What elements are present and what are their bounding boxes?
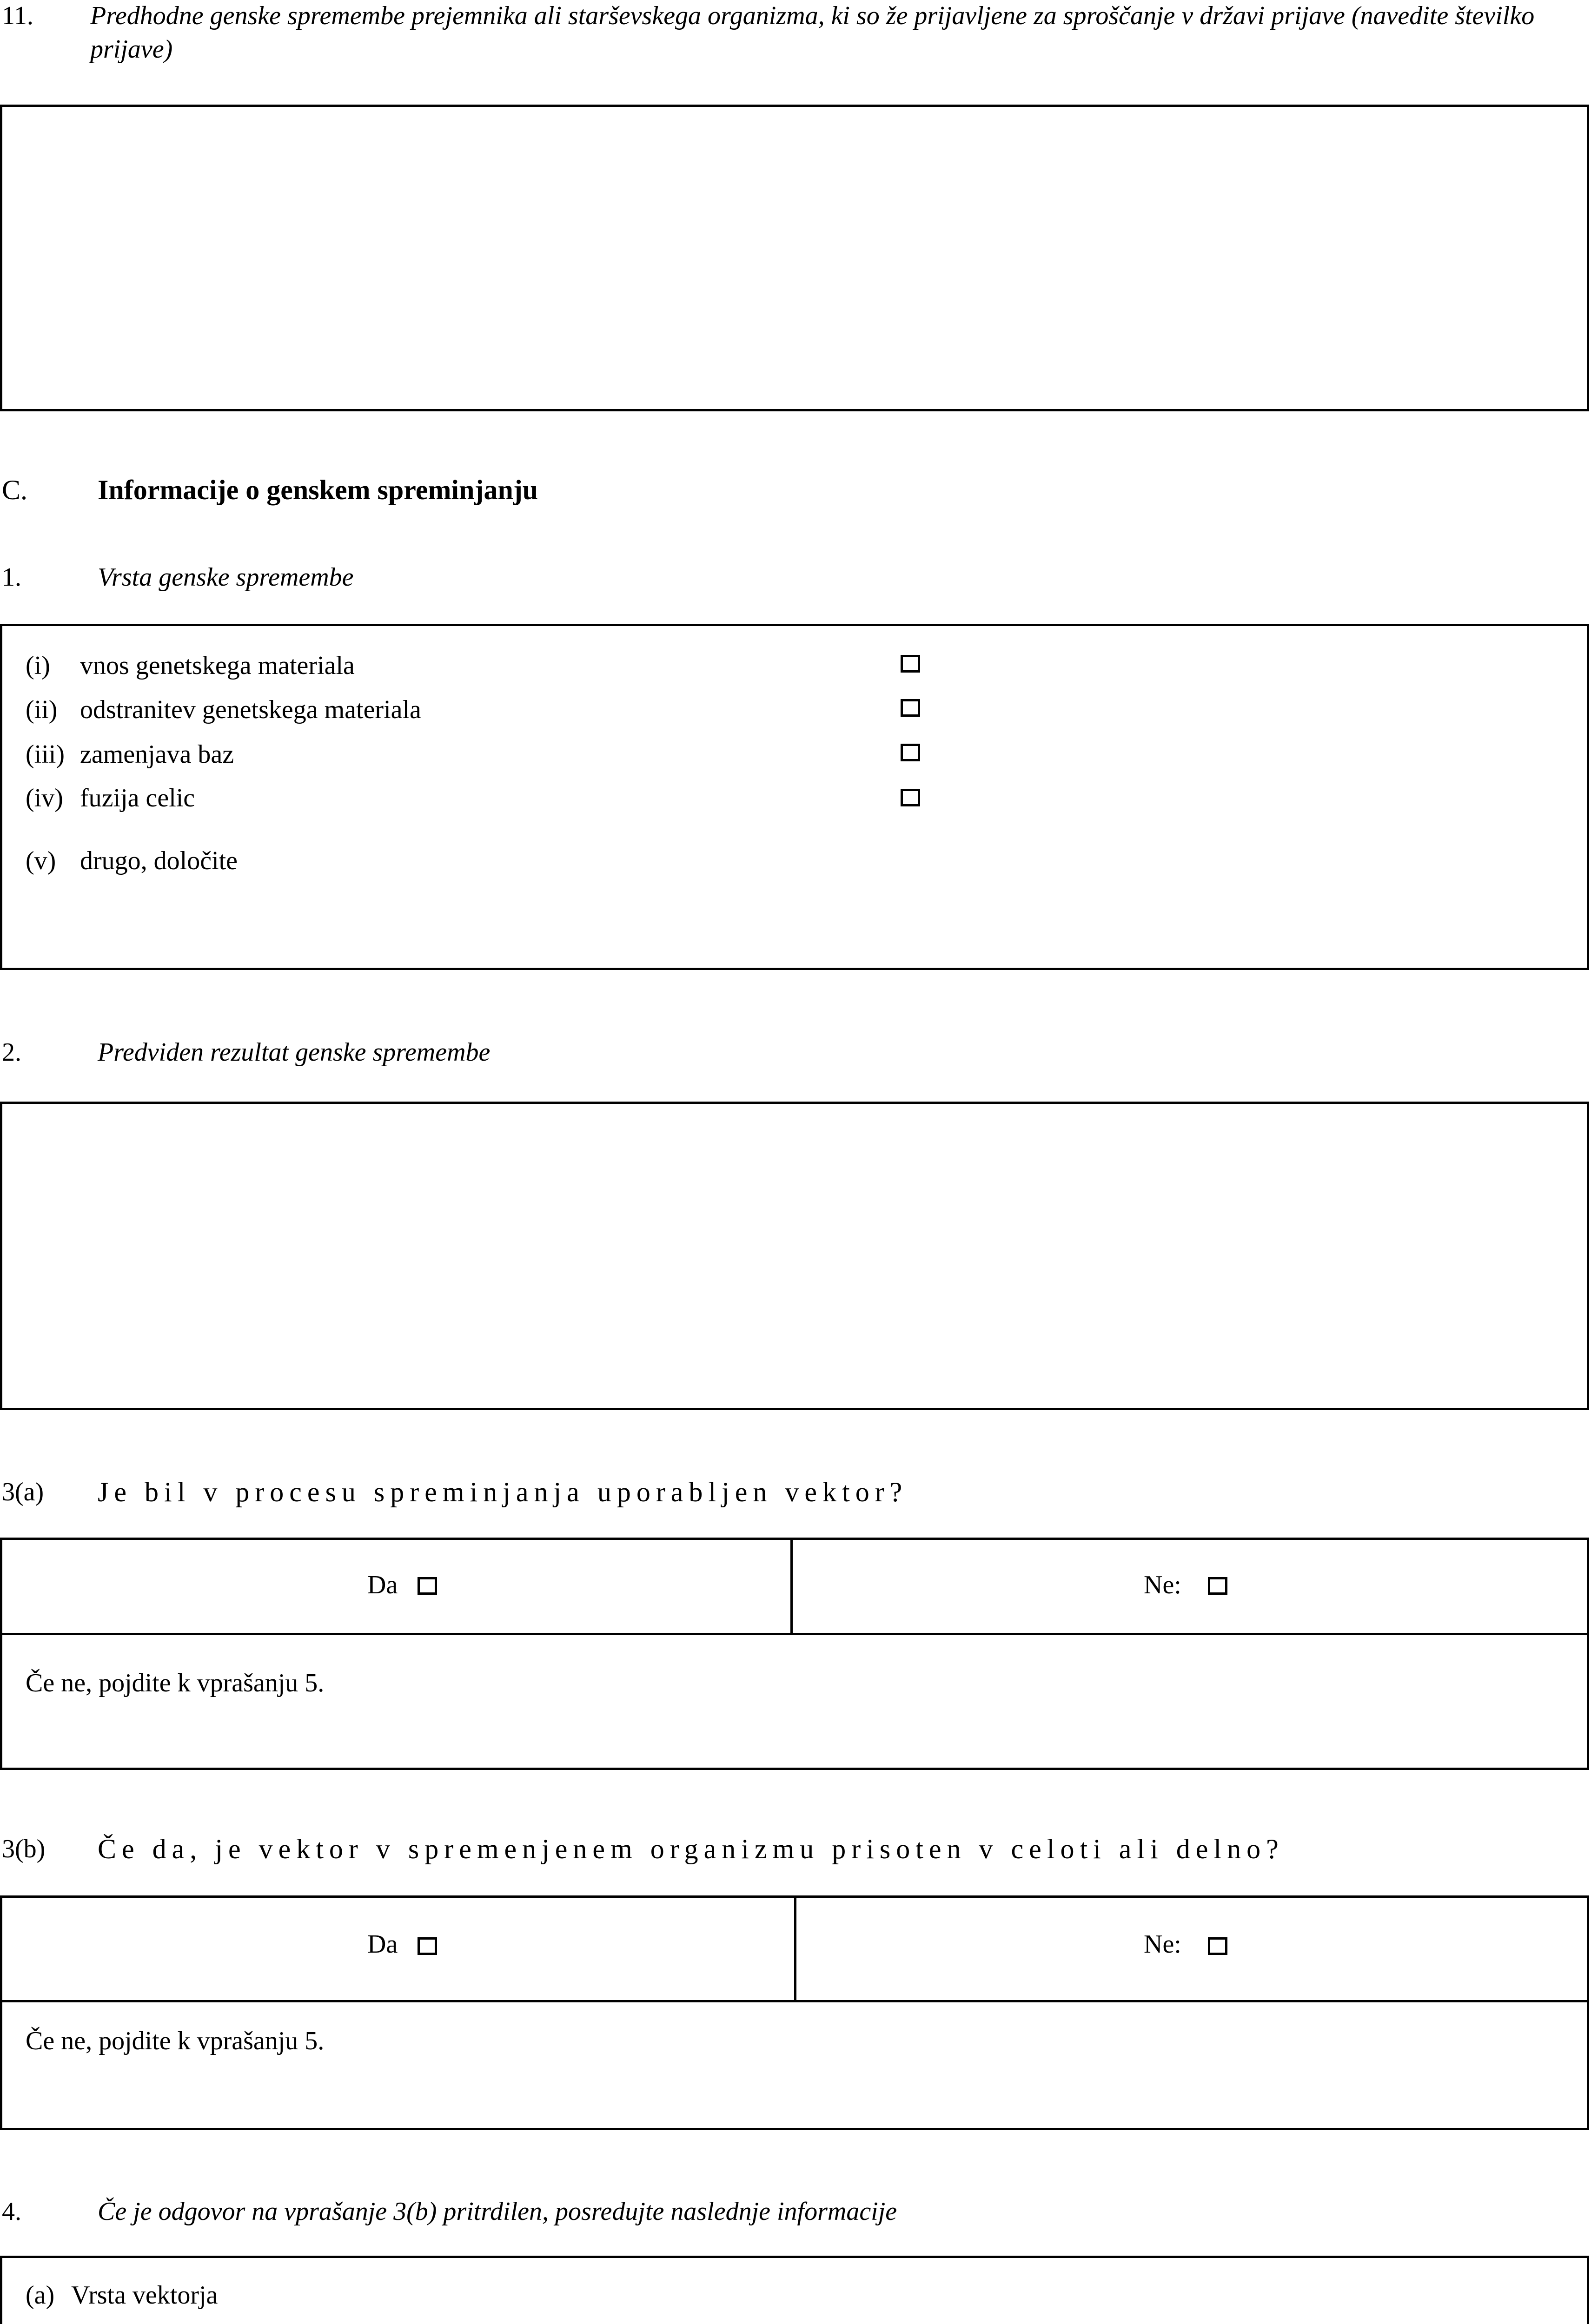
q4-sub-title: Vrsta vektorja [71, 2281, 218, 2310]
q1-option-num: (ii) [26, 695, 58, 724]
q4-vector-box [0, 2256, 1589, 2324]
q1-other-num: (v) [26, 846, 56, 875]
q3b-question: Če da, je vektor v spremenjenem organizmu prisoten v celoti ali delno? [98, 1834, 1284, 1864]
q4-number: 4. [2, 2197, 21, 2226]
q1-option-checkbox[interactable] [901, 789, 920, 806]
q1-option-num: (i) [26, 651, 50, 680]
q1-option-num: (iii) [26, 740, 65, 769]
q2-answer-box[interactable] [0, 1102, 1589, 1410]
q1-option-label: vnos genetskega materiala [80, 651, 355, 680]
q3b-yes-checkbox[interactable] [418, 1937, 437, 1955]
q3a-column-divider [790, 1540, 793, 1633]
q1-number: 1. [2, 563, 21, 592]
q3b-row-divider [2, 2000, 1587, 2002]
q1-option-checkbox[interactable] [901, 699, 920, 717]
q3b-no-checkbox[interactable] [1208, 1937, 1227, 1955]
q11-text-line1: Predhodne genske spremembe prejemnika ali starševskega organizma, ki so že prijavljene za sproščanje v državi prijave (navedite številko [90, 1, 1535, 30]
q3b-table [0, 1895, 1589, 2130]
q3b-column-divider [794, 1898, 796, 2000]
q1-option-label: fuzija celic [80, 784, 195, 812]
q3a-number: 3(a) [2, 1478, 44, 1506]
q1-title: Vrsta genske spremembe [98, 563, 354, 592]
q2-title: Predviden rezultat genske spremembe [98, 1038, 491, 1067]
q3a-note: Če ne, pojdite k vprašanju 5. [26, 1669, 325, 1697]
q11-text-line2: prijave) [90, 35, 173, 64]
q3a-no-label: Ne: [1144, 1571, 1181, 1599]
q3a-table [0, 1538, 1589, 1770]
q3a-no-checkbox[interactable] [1208, 1577, 1227, 1595]
q3a-yes-label: Da [367, 1571, 398, 1599]
q11-number: 11. [2, 1, 33, 30]
q4-title: Če je odgovor na vprašanje 3(b) pritrdilen, posredujte naslednje informacije [98, 2197, 897, 2226]
q3b-note: Če ne, pojdite k vprašanju 5. [26, 2027, 325, 2055]
q11-answer-box[interactable] [0, 105, 1589, 411]
q3b-no-label: Ne: [1144, 1930, 1181, 1959]
q3b-number: 3(b) [2, 1835, 46, 1863]
section-c-letter: C. [2, 475, 28, 505]
q1-option-checkbox[interactable] [901, 655, 920, 673]
q1-option-label: zamenjava baz [80, 740, 234, 769]
q1-option-num: (iv) [26, 784, 63, 812]
q3a-yes-checkbox[interactable] [418, 1577, 437, 1595]
q1-options-box [0, 624, 1589, 970]
q4-sub-letter: (a) [26, 2281, 55, 2310]
q3a-question: Je bil v procesu spreminjanja uporabljen vektor? [98, 1477, 908, 1507]
q3b-yes-label: Da [367, 1930, 398, 1959]
q1-other-label: drugo, določite [80, 846, 238, 875]
section-c-title: Informacije o genskem spreminjanju [98, 475, 538, 505]
q1-option-label: odstranitev genetskega materiala [80, 695, 421, 724]
q1-option-checkbox[interactable] [901, 744, 920, 761]
q3a-row-divider [2, 1633, 1587, 1635]
q2-number: 2. [2, 1038, 21, 1067]
